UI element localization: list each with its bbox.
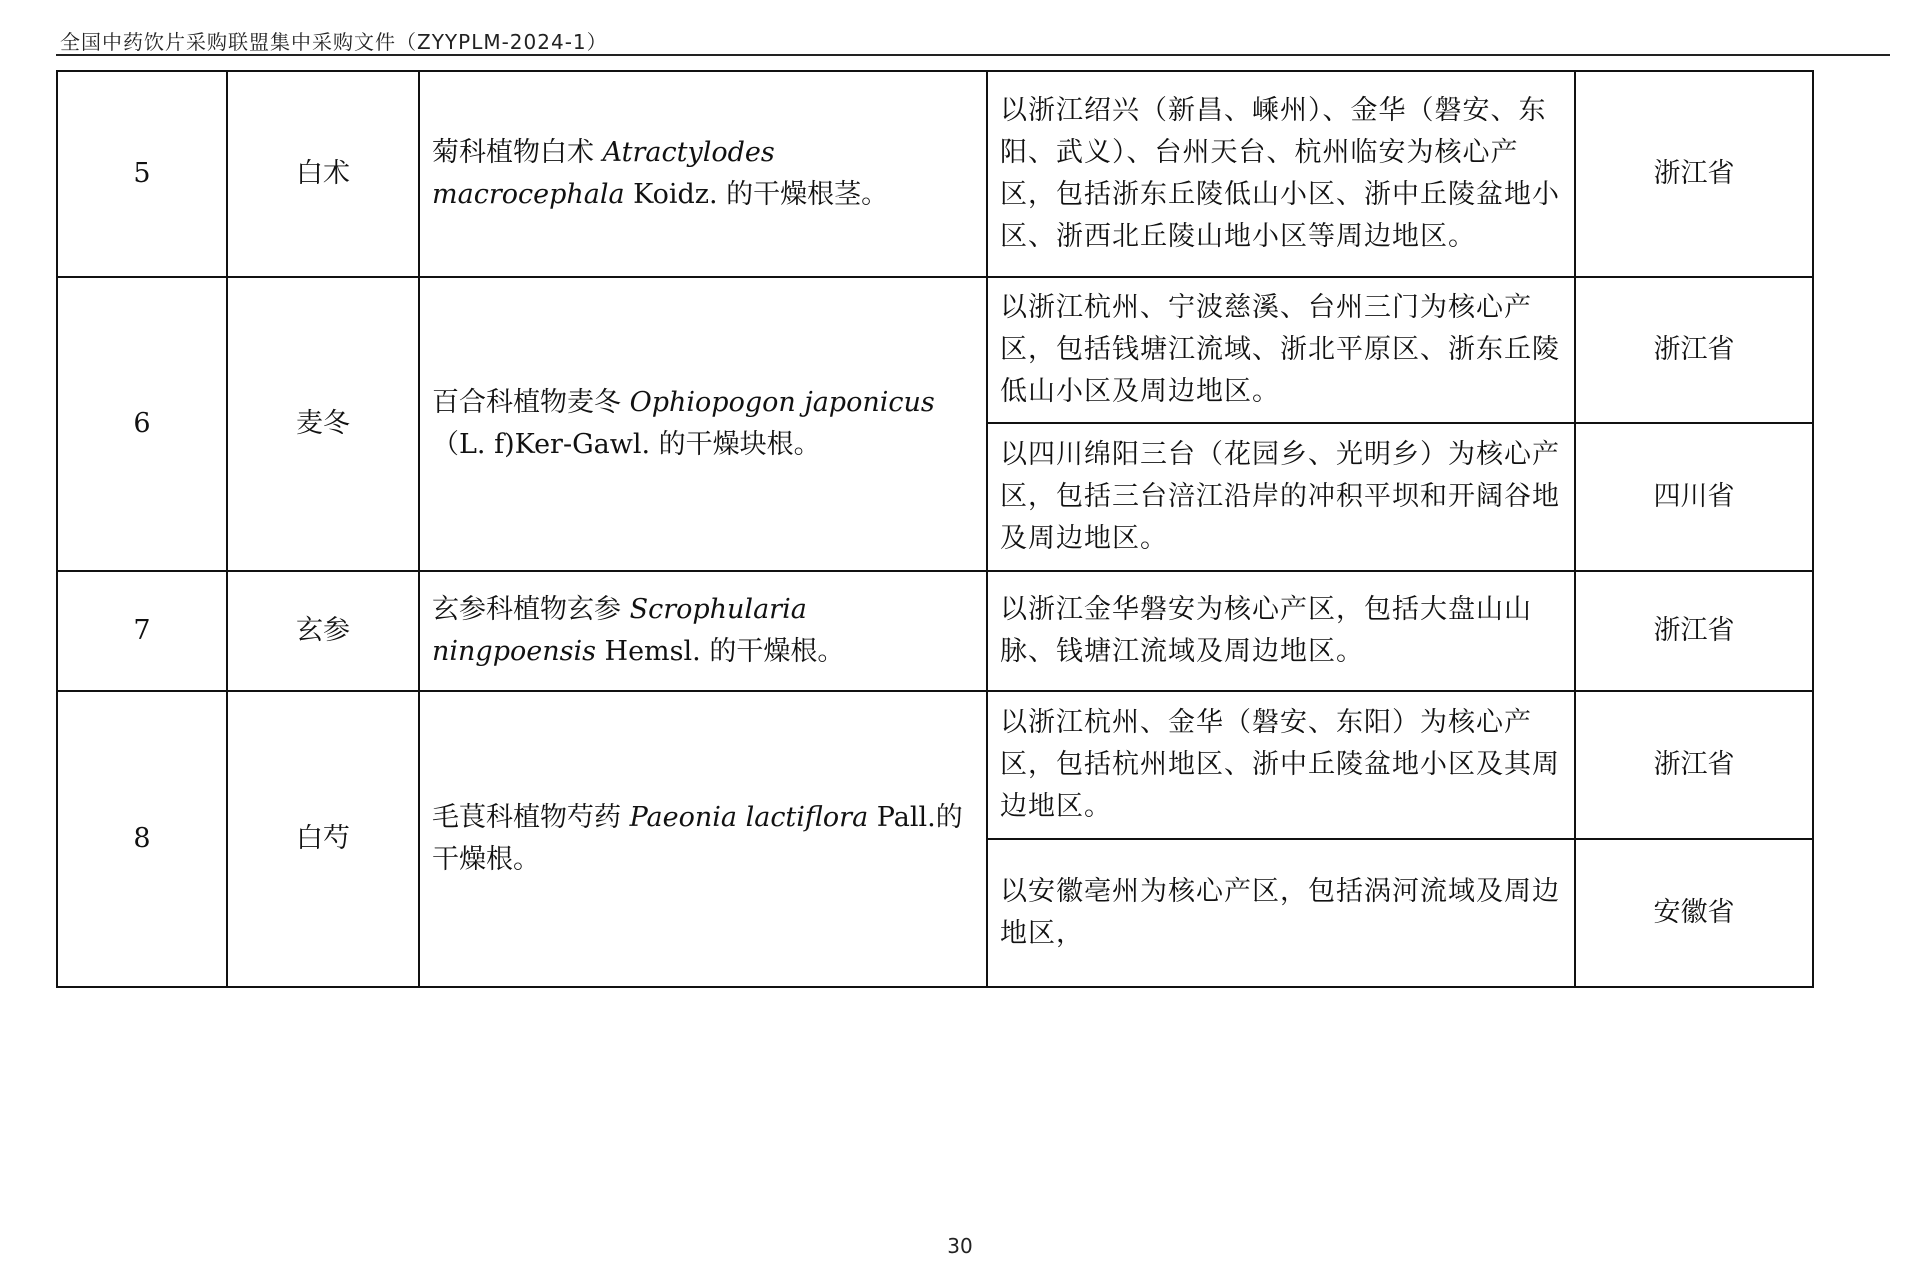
origin-area: 以浙江杭州、宁波慈溪、台州三门为核心产区，包括钱塘江流域、浙北平原区、浙东丘陵低山小区及周边地区。	[987, 277, 1575, 423]
page-header-title: 全国中药饮片采购联盟集中采购文件（ZYYPLM-2024-1）	[60, 30, 608, 54]
origin-area: 以四川绵阳三台（花园乡、光明乡）为核心产区，包括三台涪江沿岸的冲积平坝和开阔谷地及周边地区。	[987, 423, 1575, 571]
item-number: 6	[57, 277, 227, 571]
latin-name: Ophiopogon japonicus	[629, 387, 935, 418]
header-rule	[56, 54, 1890, 56]
desc-text: Pall.的干燥根。	[432, 802, 963, 875]
origin-province: 浙江省	[1575, 277, 1813, 423]
table-row	[57, 277, 1813, 423]
page-number: 30	[947, 1234, 973, 1258]
botanical-description	[419, 571, 987, 691]
botanical-description	[419, 691, 987, 987]
herb-name: 白术	[227, 71, 419, 277]
botanical-description	[419, 277, 987, 571]
origin-province: 浙江省	[1575, 571, 1813, 691]
desc-text: （L. f)Ker-Gawl. 的干燥块根。	[432, 429, 821, 460]
origin-province: 浙江省	[1575, 71, 1813, 277]
desc-text: Koidz. 的干燥根茎。	[624, 179, 889, 210]
origin-area: 以安徽亳州为核心产区，包括涡河流域及周边地区，	[987, 839, 1575, 987]
latin-name: Atractylodes macrocephala	[432, 137, 775, 210]
table-row	[57, 571, 1813, 691]
herb-name: 麦冬	[227, 277, 419, 571]
origin-area: 以浙江杭州、金华（磐安、东阳）为核心产区，包括杭州地区、浙中丘陵盆地小区及其周边地区。	[987, 691, 1575, 839]
table-row	[57, 691, 1813, 839]
latin-name: Paeonia lactiflora	[629, 802, 869, 833]
latin-name: Scrophularia ningpoensis	[432, 594, 807, 667]
origin-area: 以浙江金华磐安为核心产区，包括大盘山山脉、钱塘江流域及周边地区。	[987, 571, 1575, 691]
item-number: 5	[57, 71, 227, 277]
table-row	[57, 71, 1813, 277]
herb-name: 白芍	[227, 691, 419, 987]
desc-text: Hemsl. 的干燥根。	[595, 636, 845, 667]
origin-table	[56, 70, 1814, 988]
item-number: 8	[57, 691, 227, 987]
origin-province: 安徽省	[1575, 839, 1813, 987]
desc-text: 毛茛科植物芍药	[432, 802, 630, 833]
origin-area: 以浙江绍兴（新昌、嵊州）、金华（磐安、东阳、武义）、台州天台、杭州临安为核心产区，包括浙东丘陵低山小区、浙中丘陵盆地小区、浙西北丘陵山地小区等周边地区。	[987, 71, 1575, 277]
desc-text: 玄参科植物玄参	[432, 594, 630, 625]
origin-province: 浙江省	[1575, 691, 1813, 839]
herb-name: 玄参	[227, 571, 419, 691]
desc-text: 百合科植物麦冬	[432, 387, 630, 418]
item-number: 7	[57, 571, 227, 691]
desc-text: 菊科植物白术	[432, 137, 603, 168]
origin-province: 四川省	[1575, 423, 1813, 571]
botanical-description	[419, 71, 987, 277]
